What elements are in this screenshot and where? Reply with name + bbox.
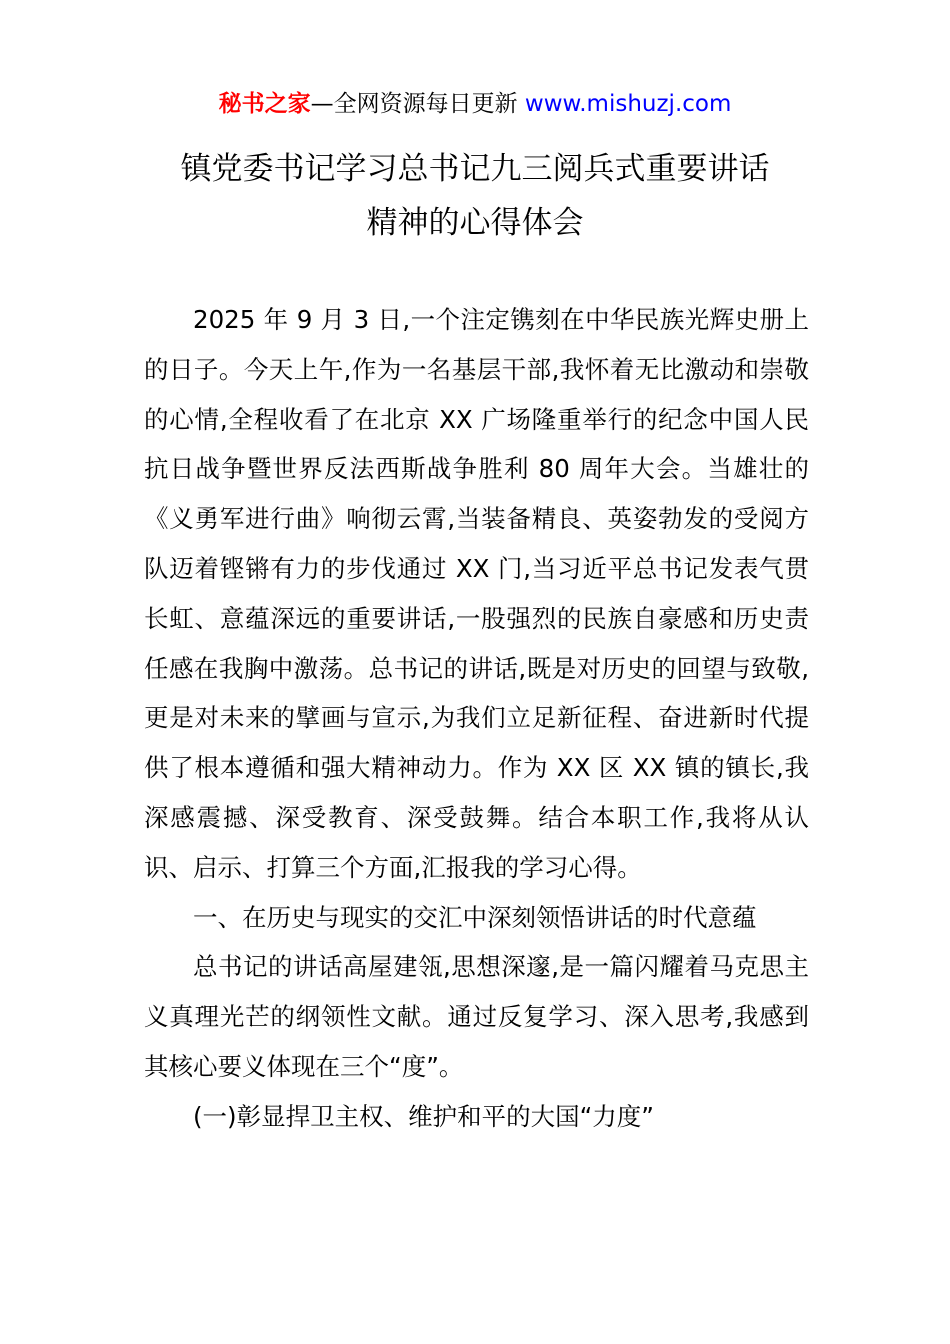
header-tagline: —全网资源每日更新	[310, 91, 518, 117]
sub-heading: (一)彰显捍卫主权、维护和平的大国“力度”	[193, 1101, 655, 1131]
title-line-2: 精神的心得体会	[366, 205, 584, 241]
section-paragraph: 总书记的讲话高屋建瓴,思想深邃,是一篇闪耀着马克思主义真理光芒的纲领性文献。通过反复学习、深入思考,我感到其核心要义体现在三个“度”。	[144, 952, 809, 1081]
document-body	[144, 295, 809, 1142]
brand-name: 秘书之家	[218, 91, 311, 117]
intro-paragraph: 2025 年 9 月 3 日,一个注定镌刻在中华民族光辉史册上的日子。今天上午,作为一名基层干部,我怀着无比激动和崇敬的心情,全程收看了在北京 XX 广场隆重举行的纪念中国人民抗日战争暨世界反法西斯战争胜利 80 周年大会。当雄壮的《义勇军进行曲》响彻云霄,当装备精良、英姿勃发的受阅方队迈着铿锵有力的步伐通过 XX 门,当习近平总书记发表气贯长虹、意蕴深远的重要讲话,一股强烈的民族自豪感和历史责任感在我胸中激荡。总书记的讲话,既是对历史的回望与致敬,更是对未来的擘画与宣示,为我们立足新征程、奋进新时代提供了根本遵循和强大精神动力。作为 XX 区 XX 镇的镇长,我深感震撼、深受教育、深受鼓舞。结合本职工作,我将从认识、启示、打算三个方面,汇报我的学习心得。	[144, 305, 809, 882]
title-line-1: 镇党委书记学习总书记九三阅兵式重要讲话	[180, 151, 770, 187]
document-title	[0, 142, 950, 250]
site-header	[0, 86, 950, 122]
site-url-link[interactable]: www.mishuzj.com	[524, 91, 732, 117]
section-heading: 一、在历史与现实的交汇中深刻领悟讲话的时代意蕴	[193, 902, 757, 932]
